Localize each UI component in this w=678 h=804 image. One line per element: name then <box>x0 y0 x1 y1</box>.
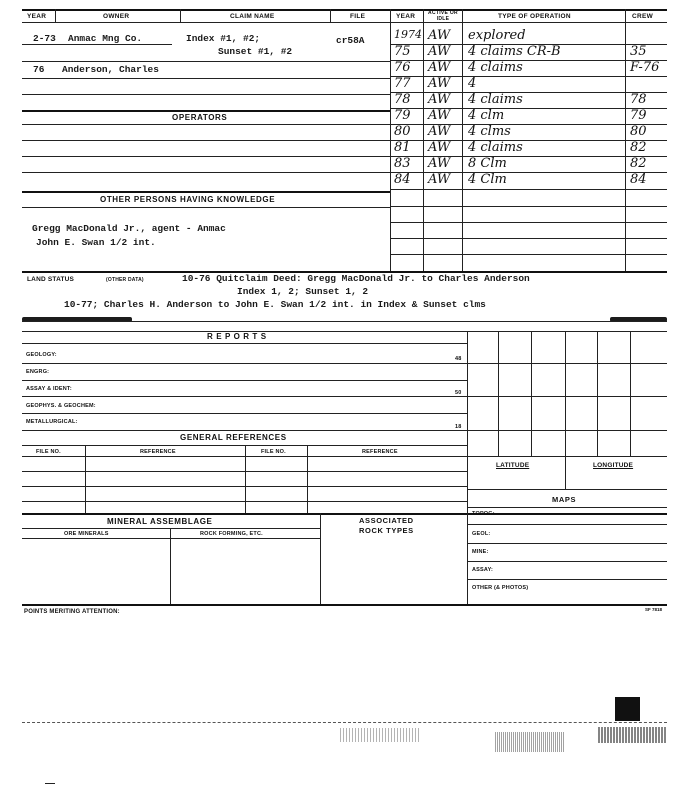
rock-types-label: ROCK TYPES <box>359 526 414 535</box>
row-line <box>467 430 667 431</box>
owner-1-name: Anmac Mng Co. <box>68 33 143 44</box>
row-line <box>390 206 667 207</box>
scan-noise <box>598 727 666 743</box>
op-year: 79 <box>394 108 411 123</box>
row-line <box>390 124 667 125</box>
divider <box>467 331 468 604</box>
mineral-assemblage-title: MINERAL ASSEMBLAGE <box>107 517 213 526</box>
op-year: 83 <box>394 156 411 171</box>
op-crew: 82 <box>630 140 647 155</box>
maps-assay: ASSAY: <box>472 567 494 573</box>
divider <box>630 331 631 456</box>
op-status: AW <box>428 124 451 139</box>
row-line <box>467 363 667 364</box>
op-status: AW <box>428 28 451 43</box>
scan-fold-line <box>22 722 667 723</box>
divider <box>245 445 246 513</box>
divider <box>498 331 499 456</box>
op-type: 4 Clm <box>468 172 507 187</box>
op-year: 81 <box>394 140 411 155</box>
header-claim-name: CLAIM NAME <box>230 13 275 20</box>
op-status: AW <box>428 76 451 91</box>
op-year: 80 <box>394 124 411 139</box>
report-geology-num: 48 <box>455 356 462 362</box>
maps-other: OTHER (& PHOTOS) <box>472 585 529 591</box>
report-assay-num: 50 <box>455 390 462 396</box>
row-line <box>467 489 667 490</box>
op-year: 1974 <box>394 28 422 41</box>
divider <box>170 528 171 604</box>
scan-noise <box>340 728 420 742</box>
row-line <box>390 254 667 255</box>
form-number: SF 7818 <box>645 607 663 612</box>
op-status: AW <box>428 60 451 75</box>
owner-1-file: cr58A <box>336 35 365 46</box>
divider <box>85 445 86 513</box>
row-line <box>390 76 667 77</box>
op-status: AW <box>428 156 451 171</box>
row-line <box>22 44 172 45</box>
ore-minerals-label: ORE MINERALS <box>64 531 109 537</box>
row-line <box>467 507 667 508</box>
header-bottom-line <box>22 22 667 23</box>
divider <box>565 331 566 489</box>
gen-ref-col-file-2: FILE NO. <box>261 449 286 455</box>
row-line <box>22 413 467 414</box>
general-references-title: GENERAL REFERENCES <box>180 433 287 442</box>
op-year: 75 <box>394 44 411 59</box>
op-type: 4 clms <box>468 124 511 139</box>
divider <box>597 331 598 456</box>
row-line <box>22 94 390 95</box>
latitude-label: LATITUDE <box>496 462 530 469</box>
header-year: YEAR <box>27 13 47 20</box>
row-line <box>22 140 390 141</box>
row-line <box>467 396 667 397</box>
op-crew: 79 <box>630 108 647 123</box>
op-type: 8 Clm <box>468 156 507 171</box>
header-year-2: YEAR <box>396 13 416 20</box>
owner-2-name: Anderson, Charles <box>62 64 159 75</box>
row-line <box>467 543 667 544</box>
row-line <box>22 513 667 515</box>
op-type: 4 clm <box>468 108 505 123</box>
op-crew: 35 <box>630 44 647 59</box>
op-year: 77 <box>394 76 411 91</box>
op-year: 78 <box>394 92 411 107</box>
header-owner: OWNER <box>103 13 130 20</box>
divider <box>320 513 321 604</box>
row-line <box>390 140 667 141</box>
row-line <box>22 61 390 62</box>
row-line <box>390 92 667 93</box>
row-line <box>467 456 667 457</box>
op-crew: F-76 <box>630 60 660 75</box>
op-type: 4 claims <box>468 140 523 155</box>
gen-ref-col-ref-1: REFERENCE <box>140 449 176 455</box>
row-line <box>390 108 667 109</box>
report-metallurgical: METALLURGICAL: <box>26 419 78 425</box>
op-crew: 82 <box>630 156 647 171</box>
reports-top-line <box>22 331 667 332</box>
owner-1-claim-2: Sunset #1, #2 <box>218 46 293 57</box>
scan-noise <box>495 732 565 752</box>
scan-dark-block <box>615 697 640 721</box>
op-crew: 84 <box>630 172 647 187</box>
divider <box>180 9 181 22</box>
header-active-idle: ACTIVE OR IDLE <box>428 10 458 22</box>
points-meriting-attention-label: POINTS MERITING ATTENTION: <box>24 609 120 615</box>
row-line <box>390 189 667 190</box>
row-line <box>22 156 390 157</box>
row-line <box>22 110 390 112</box>
maps-title: MAPS <box>552 495 577 504</box>
owner-2-year: 76 <box>33 64 45 75</box>
op-type: 4 claims <box>468 60 523 75</box>
maps-geol: GEOL: <box>472 531 491 537</box>
land-status-bottom-line <box>22 321 667 322</box>
row-line <box>22 528 320 529</box>
longitude-label: LONGITUDE <box>593 462 634 469</box>
row-line <box>22 343 467 344</box>
report-engrg: ENGRG: <box>26 369 50 375</box>
other-person-2: John E. Swan 1/2 int. <box>36 237 156 248</box>
op-year: 84 <box>394 172 411 187</box>
header-file: FILE <box>350 13 366 20</box>
row-line <box>22 604 667 606</box>
land-status-label: LAND STATUS <box>27 276 75 283</box>
row-line <box>390 44 667 45</box>
op-crew: 80 <box>630 124 647 139</box>
row-line <box>390 60 667 61</box>
row-line <box>467 524 667 525</box>
reports-title: R E P O R T S <box>207 332 267 341</box>
row-line <box>22 207 390 208</box>
report-geology: GEOLOGY: <box>26 352 57 358</box>
divider <box>330 9 331 22</box>
gen-ref-col-ref-2: REFERENCE <box>362 449 398 455</box>
operators-title: OPERATORS <box>172 113 228 122</box>
op-type: 4 <box>468 76 477 91</box>
row-line <box>467 561 667 562</box>
divider <box>307 445 308 513</box>
row-line <box>22 78 390 79</box>
row-line <box>22 124 390 125</box>
row-line <box>22 363 467 364</box>
divider <box>531 331 532 456</box>
row-line <box>22 191 390 193</box>
op-year: 76 <box>394 60 411 75</box>
associated-label: ASSOCIATED <box>359 516 414 525</box>
op-status: AW <box>428 44 451 59</box>
land-status-line-1: 10-76 Quitclaim Deed: Gregg MacDonald Jr. to Charles Anderson <box>182 273 530 284</box>
row-line <box>22 538 320 539</box>
op-type: explored <box>468 28 526 43</box>
header-type-of-operation: TYPE OF OPERATION <box>498 13 571 20</box>
report-assay: ASSAY & IDENT: <box>26 386 72 392</box>
row-line <box>22 380 467 381</box>
rock-forming-label: ROCK FORMING, ETC. <box>200 531 263 537</box>
owner-1-year: 2-73 <box>33 33 56 44</box>
row-line <box>22 430 467 431</box>
op-status: AW <box>428 108 451 123</box>
header-crew: CREW <box>632 13 654 20</box>
row-line <box>467 579 667 580</box>
land-status-sublabel: (OTHER DATA) <box>106 277 144 283</box>
op-status: AW <box>428 92 451 107</box>
row-line <box>22 172 390 173</box>
op-status: AW <box>428 140 451 155</box>
op-crew: 78 <box>630 92 647 107</box>
land-status-line-3: 10-77; Charles H. Anderson to John E. Swan 1/2 int. in Index & Sunset clms <box>64 299 486 310</box>
divider <box>55 9 56 22</box>
owner-1-claim-1: Index #1, #2; <box>186 33 261 44</box>
op-type: 4 claims <box>468 92 523 107</box>
row-line <box>390 222 667 223</box>
top-border <box>22 9 667 11</box>
land-status-line-2: Index 1, 2; Sunset 1, 2 <box>237 286 369 297</box>
row-line <box>390 172 667 173</box>
maps-topog: TOPOG: <box>472 511 495 517</box>
report-geophys: GEOPHYS. & GEOCHEM: <box>26 403 96 409</box>
scan-mark <box>45 783 55 784</box>
row-line <box>390 238 667 239</box>
row-line <box>390 156 667 157</box>
row-line <box>22 396 467 397</box>
op-status: AW <box>428 172 451 187</box>
other-person-1: Gregg MacDonald Jr., agent - Anmac <box>32 223 226 234</box>
maps-mine: MINE: <box>472 549 489 555</box>
report-metallurgical-num: 18 <box>455 424 462 430</box>
op-type: 4 claims CR-B <box>468 44 561 59</box>
other-persons-title: OTHER PERSONS HAVING KNOWLEDGE <box>100 195 276 204</box>
gen-ref-col-file-1: FILE NO. <box>36 449 61 455</box>
